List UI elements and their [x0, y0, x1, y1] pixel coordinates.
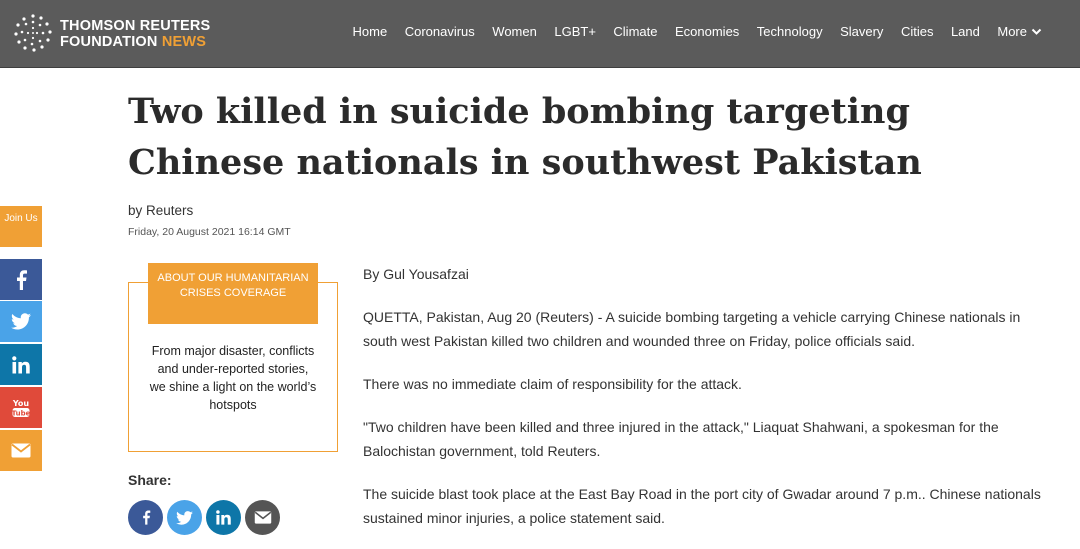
nav-land[interactable]: Land [950, 24, 980, 39]
chevron-down-icon [1031, 28, 1042, 36]
nav-slavery[interactable]: Slavery [840, 24, 884, 39]
rail-email-button[interactable] [0, 430, 42, 471]
globe-dots-icon [12, 12, 54, 54]
logo-line1: THOMSON REUTERS [60, 18, 211, 34]
nav-economies[interactable]: Economies [674, 24, 740, 39]
nav-more[interactable] [997, 24, 1042, 39]
nav-cities[interactable]: Cities [900, 24, 934, 39]
nav-technology[interactable]: Technology [756, 24, 823, 39]
nav-climate[interactable]: Climate [613, 24, 658, 39]
nav-women[interactable]: Women [492, 24, 537, 39]
rail-facebook-button[interactable] [0, 259, 42, 300]
humanitarian-coverage-link[interactable]: ABOUT OUR HUMANITARIAN CRISES COVERAGE [148, 263, 318, 324]
facebook-icon [14, 270, 28, 290]
envelope-icon [11, 443, 31, 458]
rail-twitter-button[interactable] [0, 301, 42, 342]
svg-text:Tube: Tube [11, 409, 31, 417]
article-date: Friday, 20 August 2021 16:14 GMT [128, 226, 291, 238]
logo-line2-foundation: FOUNDATION [60, 34, 158, 50]
nav-home[interactable]: Home [352, 24, 388, 39]
nav-lgbt[interactable]: LGBT+ [554, 24, 596, 39]
rail-youtube-button[interactable] [0, 387, 42, 428]
facebook-icon [141, 509, 151, 526]
share-label: Share: [128, 472, 172, 488]
article-paragraph: QUETTA, Pakistan, Aug 20 (Reuters) - A suicide bombing targeting a vehicle carrying Chinese nationals in south west Pakistan killed two children and wounded three on Friday, police officials said. [363, 309, 1021, 349]
article-author: By Gul Yousafzai [363, 266, 469, 282]
nav-coronavirus[interactable]: Coronavirus [404, 24, 475, 39]
linkedin-icon [12, 356, 30, 374]
article-paragraph: The suicide blast took place at the East Bay Road in the port city of Gwadar around 7 p.m.. Chinese nationals sustained minor injuries, a police statement said. [363, 486, 1041, 526]
site-logo[interactable] [12, 12, 212, 56]
article-title: Two killed in suicide bombing targeting Chinese nationals in southwest Pakistan [128, 91, 922, 183]
youtube-icon [11, 397, 31, 419]
join-us-button[interactable]: Join Us [0, 206, 42, 247]
article-byline: by Reuters [128, 203, 194, 218]
envelope-icon [254, 511, 272, 524]
twitter-icon [11, 313, 31, 330]
main-nav [335, 24, 1042, 39]
article-body [363, 262, 1043, 549]
humanitarian-box-text: From major disaster, conflicts and under-reported stories, we shine a light on the world’s hotspots [149, 344, 317, 412]
site-header [0, 0, 1080, 68]
linkedin-icon [216, 510, 231, 525]
article-paragraph: "Two children have been killed and three injured in the attack," Liaquat Shahwani, a spokesman for the Balochistan government, told Reuters. [363, 419, 999, 459]
logo-wordmark [60, 18, 210, 50]
article-paragraph: There was no immediate claim of responsibility for the attack. [363, 376, 742, 392]
twitter-icon [176, 511, 193, 525]
nav-more-label: More [997, 24, 1027, 39]
rail-linkedin-button[interactable] [0, 344, 42, 385]
logo-line2-news: NEWS [161, 34, 207, 50]
svg-text:You: You [12, 398, 30, 408]
